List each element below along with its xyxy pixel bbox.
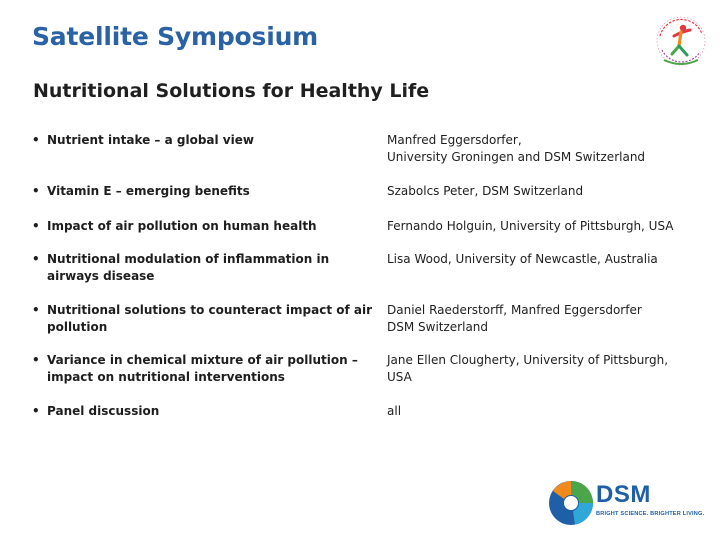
- agenda-topic: [30, 302, 377, 336]
- bullet-icon: •: [32, 133, 40, 147]
- agenda-speaker: Manfred Eggersdorfer, University Groningen and DSM Switzerland: [387, 133, 646, 164]
- agenda-topic: [30, 218, 377, 235]
- agenda-topic-text: Impact of air pollution on human health: [47, 219, 317, 233]
- agenda-topic-text: Variance in chemical mixture of air pollution – impact on nutritional interventions: [47, 353, 358, 384]
- bullet-icon: •: [32, 184, 40, 198]
- slide-title: Satellite Symposium: [32, 22, 319, 51]
- agenda-speaker: all: [387, 404, 402, 418]
- agenda-topic-text: Panel discussion: [47, 404, 160, 418]
- agenda-speaker: Daniel Raederstorff, Manfred Eggersdorfer DSM Switzerland: [387, 303, 642, 334]
- dsm-tagline: BRIGHT SCIENCE. BRIGHTER LIVING.: [596, 511, 705, 517]
- bullet-icon: •: [32, 219, 40, 233]
- symposium-emblem-logo: [650, 10, 712, 72]
- dsm-wordmark: DSM: [596, 481, 651, 508]
- agenda-speaker: Jane Ellen Clougherty, University of Pittsburgh, USA: [387, 353, 669, 384]
- bullet-icon: •: [32, 303, 40, 317]
- agenda-topic-text: Vitamin E – emerging benefits: [47, 184, 250, 198]
- agenda-topic: [30, 403, 377, 420]
- agenda-topic: [30, 132, 377, 149]
- agenda-topic: [30, 183, 377, 200]
- agenda-speaker: Lisa Wood, University of Newcastle, Australia: [387, 252, 658, 266]
- agenda-topic-text: Nutrient intake – a global view: [47, 133, 254, 147]
- agenda-topic: [30, 251, 377, 285]
- bullet-icon: •: [32, 252, 40, 266]
- bullet-icon: •: [32, 404, 40, 418]
- bullet-icon: •: [32, 353, 40, 367]
- agenda-speaker: Szabolcs Peter, DSM Switzerland: [387, 184, 584, 198]
- agenda-topic-text: Nutritional solutions to counteract impact of air pollution: [47, 303, 373, 334]
- agenda-speaker: Fernando Holguin, University of Pittsburgh, USA: [387, 219, 674, 233]
- agenda-topic-text: Nutritional modulation of inflammation in airways disease: [47, 252, 330, 283]
- slide-subtitle: Nutritional Solutions for Healthy Life: [33, 80, 430, 102]
- agenda-topic: [30, 352, 377, 386]
